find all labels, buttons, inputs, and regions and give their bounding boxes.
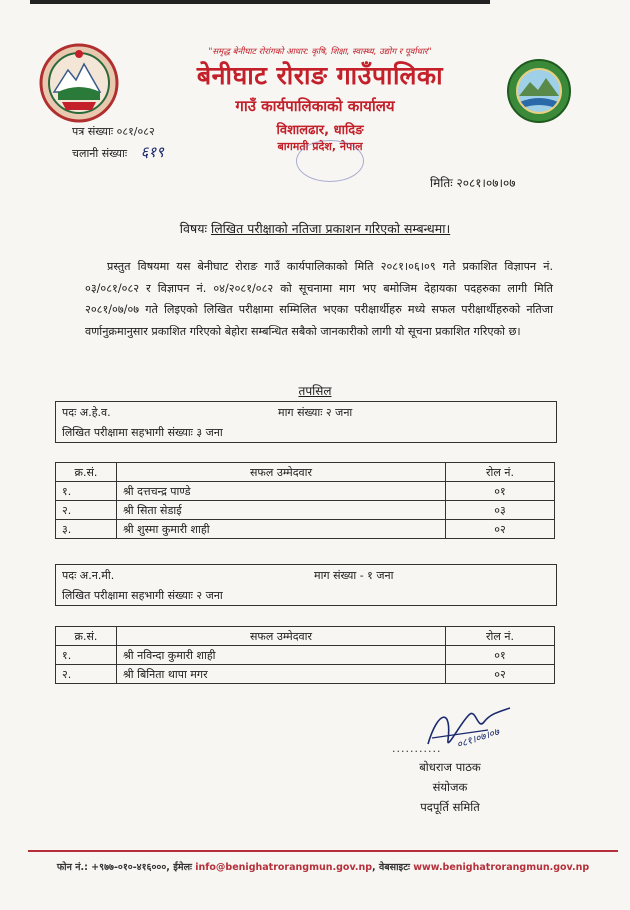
demand-count: माग संख्याः २ जना [278,406,353,419]
office-stamp-icon [296,140,364,182]
col-roll: रोल नं. [446,627,555,646]
reference-number: पत्र संख्याः ०८१/०८२ [72,125,155,138]
table-row [56,646,555,665]
participant-count: लिखित परीक्षामा सहभागी संख्याः ३ जना [62,426,223,439]
table-row [56,665,555,684]
participant-count: लिखित परीक्षामा सहभागी संख्याः २ जना [62,589,223,602]
subject-line [0,220,630,237]
results-table-2 [55,626,555,684]
subject-text: लिखित परीक्षाको नतिजा प्रकाशन गरिएको सम्बन्धमा। [210,221,451,236]
office-name: बेनीघाट रोराङ गाउँपालिका [196,61,444,90]
candidate-cell: श्री शुस्मा कुमारी शाही [117,520,446,539]
footer-divider [28,850,618,852]
results-table-1 [55,462,555,539]
section-2-info [55,564,557,606]
candidate-cell: श्री बिनिता थापा मगर [117,665,446,684]
serial-cell: २. [56,665,117,684]
serial-cell: २. [56,501,117,520]
roll-cell: ०१ [446,646,555,665]
table-header [56,627,555,646]
dispatch-label: चलानी संख्याः [72,147,128,160]
demand-count: माग संख्या - १ जना [314,569,394,582]
nepal-emblem-icon [38,42,120,124]
footer-contact [28,860,618,873]
col-serial: क्र.सं. [56,627,117,646]
subject-prefix: विषयः [179,221,211,236]
footer-email-label: ईमेलः [173,862,196,873]
dispatch-number [72,142,164,162]
office-subtitle: गाउँ कार्यपालिकाको कार्यालय [235,97,395,115]
candidate-cell: श्री दत्तचन्द्र पाण्डे [117,482,446,501]
col-serial: क्र.सं. [56,463,117,482]
col-roll: रोल नं. [446,463,555,482]
signatory-role: संयोजक [432,780,468,794]
roll-cell: ०२ [446,665,555,684]
dispatch-value: ६१९ [140,143,164,161]
col-candidate: सफल उम्मेदवार [117,627,446,646]
footer-phone: फोन नं.: +९७७-०१०-४१६०००, [56,862,174,873]
serial-cell: १. [56,646,117,665]
footer-website: www.benighatrorangmun.gov.np [413,862,590,873]
col-candidate: सफल उम्मेदवार [117,463,446,482]
footer-web-label: , वेबसाइटः [372,862,414,873]
post-label: पदः अ.न.मी. [62,569,115,582]
details-heading: तपसिल [298,384,332,398]
notice-body: प्रस्तुत विषयमा यस बेनीघाट रोराङ गाउँ कार्यपालिकाको मिति २०८१।०६।०९ गते प्रकाशित विज्ञापन नं. ०३/०८१/०८२ र विज्ञापन नं. ०४/२०८१/०८२ को सूचनामा माग भए बमोजिम देहायका पदहरुका लागी मिति २०८१/०७/०७ गते लिइएको लिखित परीक्षामा सम्मिलित भएका परीक्षार्थीहरु मध्ये सफल परीक्षार्थीहरुको नतिजा वर्णानुक्रमानुसार प्रकाशित गरिएको बेहोरा सम्बन्धित सबैको जानकारीको लागी यो सूचना प्रकाशित गरिएको छ। [85,260,553,338]
roll-cell: ०३ [446,501,555,520]
table-row [56,501,555,520]
address-line-1: विशालढार, धादिङ [276,123,364,138]
post-label: पदः अ.हे.व. [62,406,111,419]
table-row [56,520,555,539]
top-border [30,0,490,4]
candidate-cell: श्री सिता सेडाई [117,501,446,520]
signature-date: ०८१।०७।०७ [455,726,501,751]
letter-date: मितिः २०८१।०७।०७ [430,176,516,190]
signatory-committee: पदपूर्ति समिति [420,800,480,814]
serial-cell: ३. [56,520,117,539]
signature-dots: ........... [392,742,442,755]
section-1-info [55,401,557,443]
serial-cell: १. [56,482,117,501]
signatory-name: बोधराज पाठक [419,760,481,774]
address-line-2: बागमती प्रदेश, नेपाल [277,140,363,153]
municipality-seal-icon [506,58,572,124]
table-header [56,463,555,482]
candidate-cell: श्री नविन्दा कुमारी शाही [117,646,446,665]
footer-email: info@benighatrorangmun.gov.np [195,862,373,873]
table-row [56,482,555,501]
roll-cell: ०२ [446,520,555,539]
slogan: "समृद्ध बेनीघाट रोरांगको आधार: कृषि, शिक्षा, स्वास्थ्य, उद्योग र पूर्वाधार" [208,47,432,57]
roll-cell: ०१ [446,482,555,501]
